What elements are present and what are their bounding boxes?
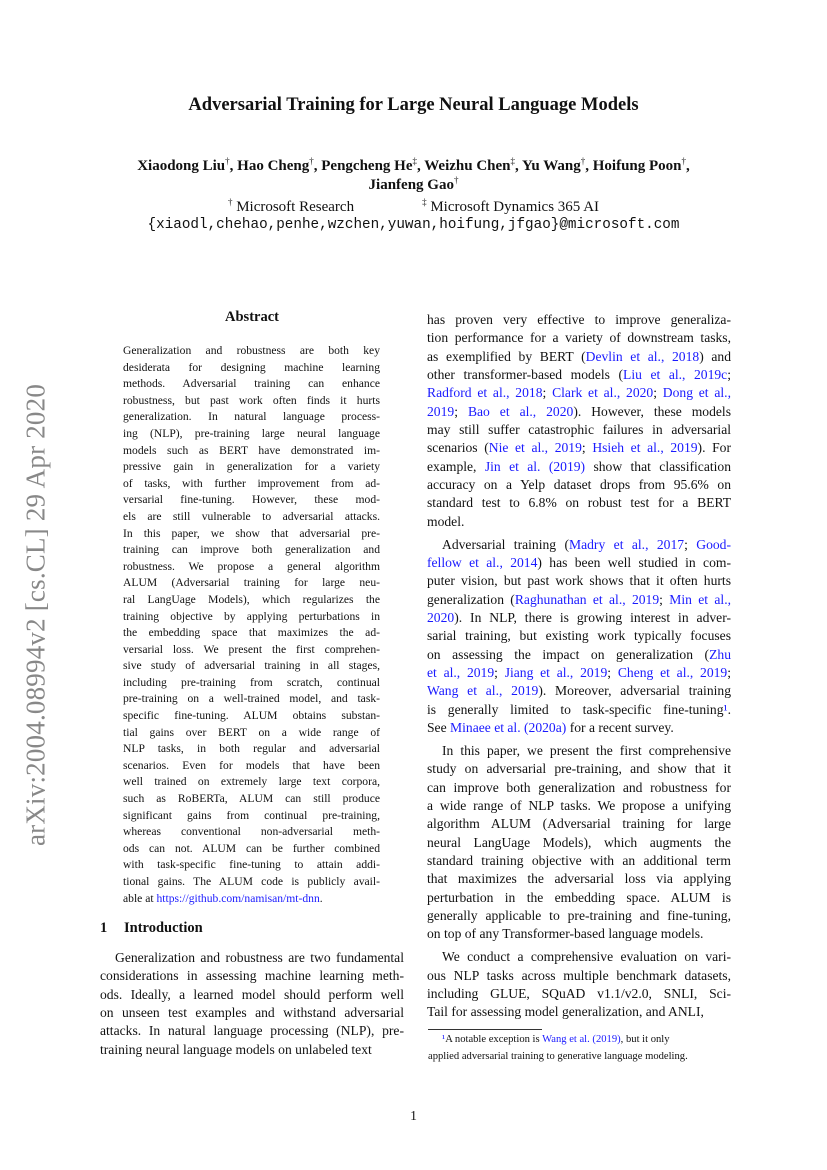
text-line: including pre-training from scratch, continual [123, 675, 380, 689]
citation-link[interactable]: Dong et al., [662, 385, 731, 401]
text-line: ous NLP tasks across multiple benchmark datasets, [427, 967, 731, 983]
paragraph [427, 742, 731, 944]
text-line: robustness, but past work often finds it hurts [123, 393, 380, 407]
citation-link[interactable]: Nie et al., 2019 [488, 440, 582, 456]
footnote [428, 1032, 732, 1065]
text-line: significant gains from continual pre-training, [123, 808, 380, 822]
text-line: specific fine-tuning. ALUM obtains substan- [123, 709, 380, 723]
text-line: with task-specific fine-tuning to attain addi- [123, 858, 380, 872]
text-line: applied adversarial training to generative language modeling. [428, 1050, 688, 1062]
text-line: has proven very effective to improve generaliza- [427, 312, 731, 327]
text-line: puter vision, but past work shows that it often hurts [427, 573, 731, 589]
separator: , [313, 158, 322, 174]
separator: , [585, 158, 593, 174]
citation-link[interactable]: Cheng et al., 2019 [617, 665, 728, 681]
text-line: generalization. In natural language process- [123, 410, 380, 424]
citation-link[interactable]: et al., 2019 [427, 665, 495, 681]
text-line: can improve both generalization and robustness for [427, 779, 731, 795]
text-line: fellow et al., 2014) has been well studied in com- [427, 554, 731, 570]
text-line: on top of any Transformer-based language models. [427, 926, 704, 942]
arxiv-stamp: arXiv:2004.08994v2 [cs.CL] 29 Apr 2020 [20, 383, 51, 847]
text-line: perturbation in the embedding space. ALUM is [427, 889, 731, 905]
author-name: Yu Wang [521, 158, 581, 174]
text-line: Generalization and robustness are two fundamental [115, 950, 404, 965]
text-line: is generally limited to task-specific fine-tuning¹. [427, 701, 731, 717]
separator: , [515, 158, 522, 174]
text-line: including GLUE, SQuAD v1.1/v2.0, SNLI, Sci- [427, 985, 731, 1001]
text-line: tional gains. The ALUM code is publicly avail- [123, 875, 380, 888]
separator: , [417, 158, 425, 174]
text-line: Radford et al., 2018; Clark et al., 2020; Dong et al., [427, 385, 731, 401]
text-line: considerations in assessing machine learning meth- [100, 968, 404, 984]
text-line: tion performance for a variety of downstream tasks, [427, 330, 731, 346]
text-line: ¹A notable exception is Wang et al. (2019), but it only [442, 1034, 670, 1045]
affiliation-mark: † [580, 156, 586, 166]
author-name: Pengcheng He [321, 158, 413, 174]
section-heading-introduction [100, 920, 203, 937]
text-line: See Minaee et al. (2020a) for a recent survey. [427, 720, 674, 736]
text-line: a wide range of NLP tasks. We propose a unifying [427, 797, 731, 813]
affiliations [0, 197, 827, 216]
author-list-continued [0, 175, 827, 194]
text-line: training neural language models on unlabeled text [100, 1041, 372, 1057]
footnote-mark[interactable]: ¹ [723, 701, 728, 717]
footnote-mark[interactable]: ¹ [442, 1034, 446, 1045]
text-line: scenarios (Nie et al., 2019; Hsieh et al., 2019). For [427, 440, 731, 456]
text-line: In this paper, we present the first comprehensive [442, 742, 731, 758]
citation-link[interactable]: Jiang et al., 2019 [504, 665, 608, 681]
affiliation-mark: ‡ [422, 197, 427, 207]
text-line: versarial fine-tuning. However, these mod- [123, 493, 380, 507]
text-line: els are still vulnerable to adversarial attacks. [123, 509, 380, 523]
text-line: pressive gain in generalization for a variety [123, 460, 380, 474]
text-line: training objective by applying perturbations in [123, 609, 380, 623]
abstract-heading: Abstract [225, 309, 279, 325]
text-line: accuracy on a Yelp dataset drops from 95.6% on [427, 477, 731, 493]
citation-link[interactable]: Hsieh et al., 2019 [592, 440, 698, 456]
citation-link[interactable]: https://github.com/namisan/mt-dnn [156, 891, 320, 905]
author-emails: {xiaodl,chehao,penhe,wzchen,yuwan,hoifung,jfgao}@microsoft.com [147, 217, 680, 233]
separator: , [229, 158, 238, 174]
affiliation-mark: ‡ [412, 156, 417, 166]
text-line: example, Jin et al. (2019) show that classification [427, 458, 732, 474]
paragraph [427, 311, 731, 531]
text-line: models such as BERT have demonstrated im- [123, 443, 380, 457]
citation-link[interactable]: Zhu [709, 646, 731, 662]
author-name: Xiaodong Liu [137, 158, 226, 174]
text-line: generalization (Raghunathan et al., 2019; Min et al., [427, 591, 731, 607]
text-line: Wang et al., 2019). Moreover, adversarial training [427, 683, 731, 699]
text-line: Generalization and robustness are both key [123, 344, 380, 357]
author-name: Hao Cheng [237, 158, 310, 174]
text-line: NLP tasks, in both regular and adversarial [123, 742, 380, 756]
citation-link[interactable]: fellow et al., 2014 [427, 554, 538, 570]
author-name: Hoifung Poon [592, 158, 682, 174]
text-line: on assessing the impact on generalization (Zhu [427, 646, 731, 662]
text-line: whereas conventional non-adversarial meth- [123, 825, 380, 839]
text-line: In this paper, we show that adversarial pre- [123, 526, 380, 540]
text-line: robustness. We propose a general algorithm [123, 559, 380, 573]
text-line: ods. Ideally, a learned model should perform well [100, 986, 404, 1002]
section-number: 1 [100, 920, 108, 936]
text-line: may still suffer catastrophic failures in adversarial [427, 422, 731, 438]
author-name: Weizhu Chen [424, 158, 511, 174]
text-line: methods. Adversarial training can enhance [123, 377, 380, 391]
separator: , [686, 158, 690, 174]
citation-link[interactable]: Clark et al., 2020 [552, 385, 654, 401]
text-line: standard test to 6.8% on robust test for a BERT [427, 495, 731, 511]
citation-link[interactable]: Bao et al., 2020 [467, 403, 574, 419]
citation-link[interactable]: Good- [696, 536, 731, 552]
text-line: neural LangUage Models), which augments the [427, 834, 731, 850]
affiliation-name: Microsoft Research [236, 199, 355, 215]
citation-link[interactable]: Madry et al., 2017 [569, 536, 685, 552]
text-line: well trained on extremely large text corpora, [123, 775, 380, 789]
affiliation-mark: † [681, 156, 687, 166]
text-line: ing (NLP), pre-training large neural language [123, 426, 380, 440]
footnote-rule [428, 1029, 542, 1030]
text-line: able at https://github.com/namisan/mt-dnn. [123, 891, 323, 905]
text-line: scenarios. Even for models that have been [123, 758, 380, 772]
text-line: ral LangUage Models), which regularizes the [123, 592, 380, 606]
affiliation-mark: † [453, 175, 459, 185]
citation-link[interactable]: 2019 [427, 403, 455, 419]
text-line: et al., 2019; Jiang et al., 2019; Cheng et al., 2019; [427, 665, 731, 681]
text-line: algorithm ALUM (Adversarial training for large [427, 816, 731, 832]
text-line: 2020). In NLP, there is growing interest in adver- [427, 610, 731, 625]
affiliation-mark: † [227, 197, 233, 207]
text-line: sarial training, but existing work typically focuses [427, 628, 731, 644]
text-line: tial gains over BERT on a wide range of [123, 725, 380, 739]
page-number: 1 [410, 1108, 417, 1123]
affiliation-name: Microsoft Dynamics 365 AI [430, 199, 600, 215]
citation-link[interactable]: Wang et al. (2019) [542, 1034, 621, 1045]
text-line: study on adversarial pre-training, and show that it [427, 761, 731, 777]
author-name: Jianfeng Gao [368, 177, 454, 193]
citation-link[interactable]: Minaee et al. (2020a) [450, 720, 567, 736]
citation-link[interactable]: Raghunathan et al., 2019 [514, 591, 660, 607]
text-line: Adversarial training (Madry et al., 2017; Good- [442, 536, 731, 552]
introduction-left-column [100, 949, 404, 1059]
text-line: model. [427, 513, 465, 529]
citation-link[interactable]: Jin et al. (2019) [484, 458, 586, 474]
text-line: generally applicable to pre-training and fine-tuning, [427, 908, 731, 923]
author-list [0, 156, 827, 175]
citation-link[interactable]: Wang et al., 2019 [427, 683, 539, 699]
affiliation-mark: † [309, 156, 314, 166]
affiliation-mark: † [225, 156, 230, 166]
text-line: training can improve both generalization and [123, 543, 380, 557]
text-line: versarial loss. We present the first comprehen- [123, 642, 380, 656]
citation-link[interactable]: Radford et al., 2018 [427, 385, 543, 401]
section-title: Introduction [124, 920, 203, 936]
text-line: sive study of adversarial training in all stages, [123, 659, 380, 673]
introduction-right-column [427, 311, 731, 1022]
text-line: We conduct a comprehensive evaluation on vari- [442, 949, 731, 965]
text-line: standard training objective with an additional term [427, 852, 731, 868]
text-line: ALUM (Adversarial training for large neu- [123, 576, 380, 590]
citation-link[interactable]: Liu et al., 2019c [623, 367, 728, 383]
text-line: desiderata for designing machine learning [123, 360, 380, 374]
paper-title: Adversarial Training for Large Neural Language Models [188, 95, 639, 115]
text-line: that maximizes the adversarial loss via applying [427, 871, 731, 887]
text-line: such as RoBERTa, ALUM can still produce [123, 792, 380, 806]
text-line: other transformer-based models (Liu et al., 2019c; [427, 367, 731, 383]
text-line: 2019; Bao et al., 2020). However, these models [427, 403, 732, 419]
paragraph [427, 536, 731, 738]
abstract-body [123, 343, 380, 907]
paragraph [427, 948, 731, 1021]
text-line: pre-training on a well-trained model, and task- [123, 692, 380, 706]
text-line: attacks. In natural language processing (NLP), pre- [100, 1023, 404, 1039]
text-line: ods can not. ALUM can be further combined [123, 841, 380, 855]
text-line: the embedding space that maximizes the ad- [123, 626, 380, 640]
text-line: as exemplified by BERT (Devlin et al., 2018) and [427, 348, 731, 364]
text-line: Tail for assessing model generalization, and ANLI, [427, 1004, 704, 1020]
citation-link[interactable]: Min et al., [669, 591, 731, 607]
text-line: on unseen test examples and withstand adversarial [100, 1005, 404, 1021]
citation-link[interactable]: 2020 [427, 610, 455, 625]
affiliation-mark: ‡ [510, 156, 515, 166]
text-line: of tasks, with further improvement from ad- [123, 476, 380, 490]
citation-link[interactable]: Devlin et al., 2018 [585, 348, 700, 364]
